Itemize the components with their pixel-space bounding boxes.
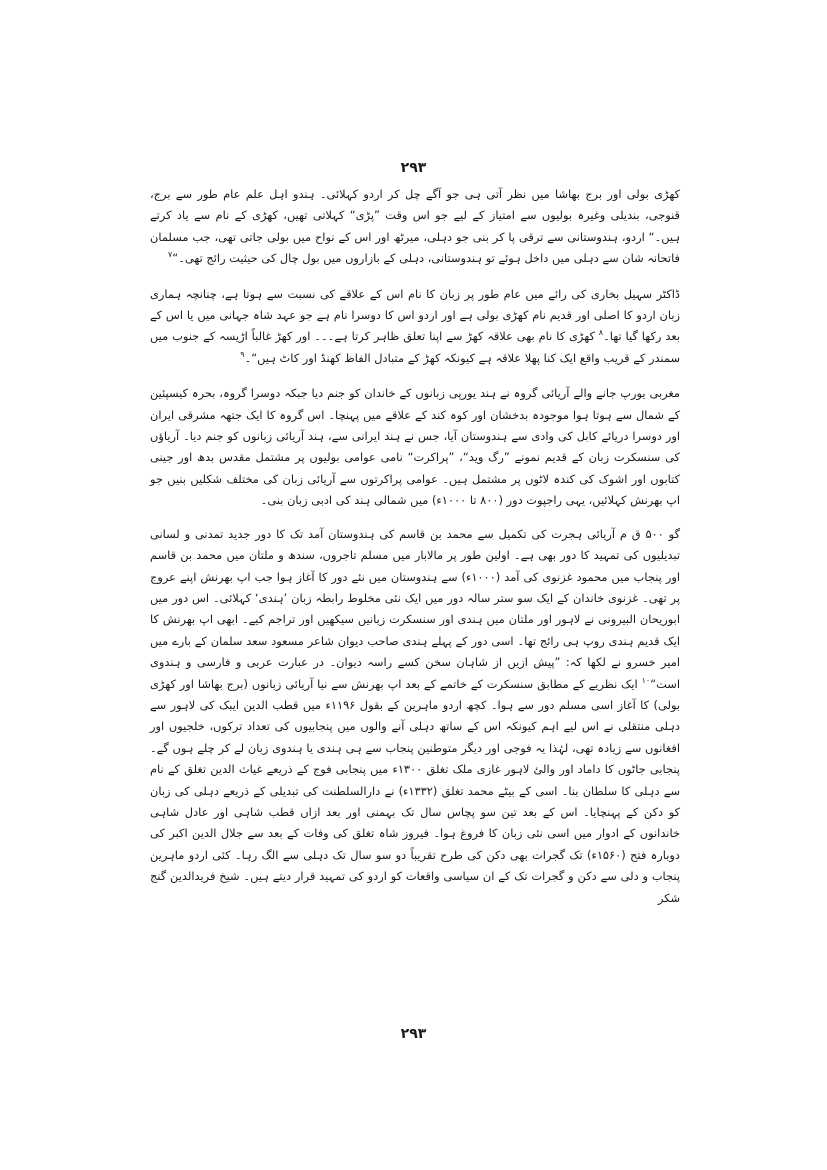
footnote-marker: ۷ (167, 250, 173, 260)
paragraph-4 (150, 524, 680, 909)
paragraph-1 (150, 184, 680, 270)
paragraph-2 (150, 284, 680, 370)
paragraph-text: کھڑی بولی اور برج بھاشا میں نظر آتی ہی جو آگے چل کر اردو کہلائی۔ ہندو اہل علم عام طور سے برج، قنوجی، بندیلی وغیرہ بولیوں سے امتیاز کے لیے جو اس وقت ”پڑی“ کہلاتی تھیں، کھڑی کے نام سے یاد کرتے ہیں۔“ اردو، ہندوستانی سے ترقی پا کر بنی جو دہلی، میرٹھ اور اس کے نواح میں بولی جاتی تھی، جب مسلمان فاتحانہ شان سے دہلی میں داخل ہوئے تو ہندوستانی، دہلی کے بازاروں میں بول چال کی حیثیت رائج تھی۔“ (150, 187, 680, 266)
footnote-marker: ۱۰ (641, 675, 651, 685)
paragraph-text: مغربی یورپ جانے والے آریائی گروہ نے ہند یورپی زبانوں کے خاندان کو جنم دیا جبکہ دوسرا گروہ، بحرہ کیسپئین کے شمال سے ہوتا ہوا موجودہ بدخشان اور کوہ کند کے علاقے میں پہنچا۔ اس گروہ کا ایک جتھہ مشرقی ایران اور دوسرا دریائے کابل کی وادی سے ہندوستان آیا، جس نے ہند ایرانی سے، ہند آریائی زبانوں کو جنم دیا۔ آریاؤں کی سنسکرت زبان کے قدیم نمونے ”رگ وید“، ”پراکرت“ نامی عوامی بولیوں پر مشتمل مقدس بدھ اور جینی کتابوں اور اشوک کی کندہ لاٹوں پر مشتمل ہیں۔ عوامی پراکرتوں سے آریائی زبان کی مختلف شکلیں بنیں جو اپ بھرنش کہلائیں، یہی راجپوت دور (۸۰۰ تا ۱۰۰۰ء) میں شمالی ہند کی ادبی زبان بنی۔ (150, 386, 680, 508)
paragraph-text-continued: ایک نظریے کے مطابق سنسکرت کے خاتمے کے بعد اپ بھرنش سے نیا آریائی زبانوں (برج بھاشا اور کھڑی بولی) کا آغاز اسی مسلم دور سے ہوا۔ کچھ اردو ماہرین کے بقول ۱۱۹۶ء میں قطب الدین ایبک کی لاہور سے دہلی منتقلی نے اس لیے اہم کیونکہ اس کے ساتھ دہلی آنے والوں میں پنجابیوں کی تعداد ترکوں، خلجیوں اور افغانوں سے زیادہ تھی، لہٰذا یہ فوجی اور دیگر متوطنین پنجاب سے ہی ہندی یا ہندوی زبان لے کر چلے ہوں گے۔ پنجابی جاٹوں کا داماد اور والئ لاہور غازی ملک تغلق ۱۳۰۰ء میں پنجابی فوج کے ذریعے غیاث الدین تغلق کے نام سے دہلی کا سلطان بنا۔ اسی کے بیٹے محمد تغلق (۱۳۳۲ء) نے دارالسلطنت کی تبدیلی کے ذریعے دہلی کی زبان کو دکن کے پہنچایا۔ اس کے بعد تین سو پچاس سال تک بہمنی اور بعد ازاں قطب شاہی اور عادل شاہی خاندانوں کے ادوار میں اسی نئی زبان کا فروغ ہوا۔ فیروز شاہ تغلق کی وفات کے بعد سے جلال الدین اکبر کی دوبارہ فتح (۱۵۶۰ء) تک گجرات بھی دکن کی طرح تقریباً دو سو سال تک دہلی سے الگ رہا۔ کئی اردو ماہرین پنجاب و دلی سے دکن و گجرات تک کے ان سیاسی واقعات کو اردو کی تمہید قرار دیتے ہیں۔ شیخ فریدالدین گنج شکر (150, 676, 681, 905)
paragraph-text: ڈاکٹر سہیل بخاری کی رائے میں عام طور پر زبان کا نام اس کے علاقے کی نسبت سے ہوتا ہے، چنانچہ ہماری زبان اردو کا اصلی اور قدیم نام کھڑی بولی ہے اور اردو اس کا دوسرا نام ہے جو عہد شاہ جہانی میں یا اس کے بعد رکھا گیا تھا۔ (150, 286, 680, 344)
paragraph-text: گو ۵۰۰ ق م آریائی ہجرت کی تکمیل سے محمد بن قاسم کی ہندوستان آمد تک کا دور جدید تمدنی و لسانی تبدیلیوں کی تمہید کا دور بھی ہے۔ اولین طور پر مالابار میں مسلم تاجروں، سندھ و ملتان میں محمد بن قاسم اور پنجاب میں محمود غزنوی کی آمد (۱۰۰۰ء) سے ہندوستان میں نئے دور کا آغاز ہوا جب اپ بھرنش اپنے عروج پر تھی۔ غزنوی خاندان کے ایک سو ستر سالہ دور میں ایک نئی مخلوط رابطہ زبان ’ہندی‘ کہلائی۔ اس دور میں ابوریحان البیرونی نے لاہور اور ملتان میں ہندی اور سنسکرت زبانیں سیکھیں اور تراجم کیے۔ ابھی اپ بھرنش کا ایک قدیم ہندی روپ ہی رائج تھا۔ اسی دور کے پہلے ہندی صاحب دیوان شاعر مسعود سعد سلمان کے بارے میں امیر خسرو نے لکھا کہ: ”پیش ازیں از شاہان سخن کسے راسہ دیوان۔ در عبارت عربی و فارسی و ہندوی است“ (150, 526, 680, 691)
page-body (150, 184, 680, 909)
paragraph-text-continued: کھڑی کا نام بھی علاقہ کھڑ سے اپنا تعلق ظاہر کرتا ہے۔۔۔ اور کھڑ غالباً اڑیسہ کے جنوب میں سمندر کے قریب واقع ایک کنا پھلا علاقہ ہے کیونکہ کھڑ کے متبادل الفاظ کھنڈ اور کاٹ ہیں“۔ (150, 329, 680, 365)
page-number-top: ۲۹۳ (400, 160, 427, 176)
footnote-marker: ۸ (598, 328, 604, 338)
paragraph-3 (150, 383, 680, 511)
page-number-bottom: ۲۹۳ (400, 1026, 427, 1042)
footnote-marker: ۹ (240, 350, 245, 360)
